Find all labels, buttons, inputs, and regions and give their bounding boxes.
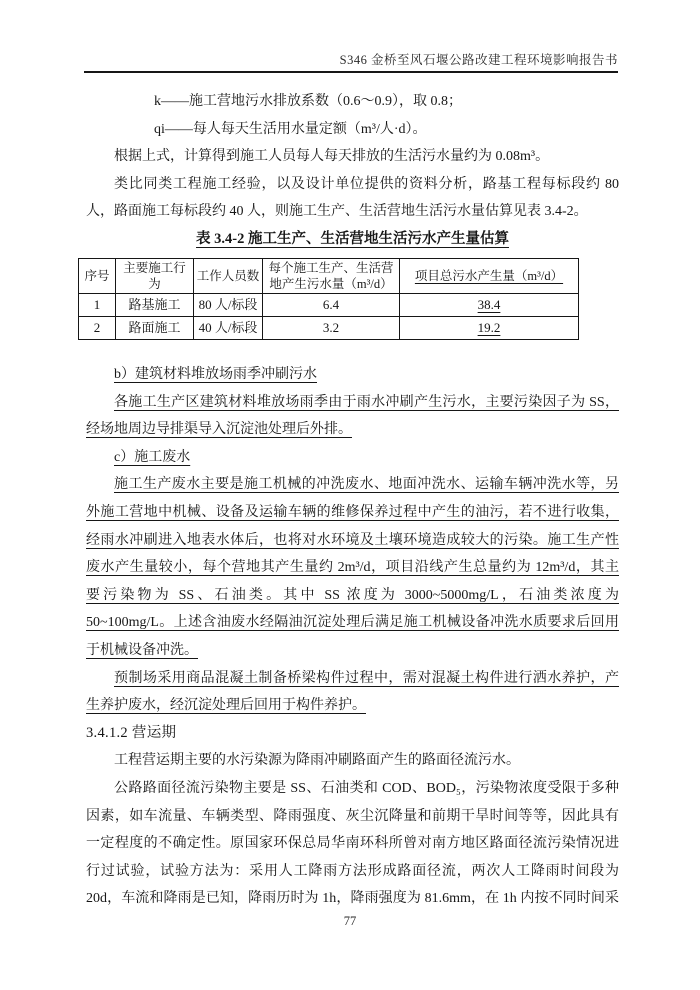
paragraph-c2-line-2: 生养护废水，经沉淀处理后回用于构件养护。 [86, 698, 366, 714]
section-operation-heading: 3.4.1.2 营运期 [86, 724, 177, 741]
document-body [86, 88, 619, 913]
paragraph-op1: 工程营运期主要的水污染源为降雨冲刷路面产生的路面径流污水。 [114, 753, 520, 769]
paragraph-analogy-line-1: 类比同类工程施工经验，以及设计单位提供的资料分析，路基工程每标段约 80 [114, 176, 619, 192]
paragraph-op2-line-1: 公路路面径流污染物主要是 SS、石油类和 COD、BOD₅，污染物浓度受限于多种 [114, 780, 619, 796]
table-header-total: 项目总污水产生量（m³/d） [400, 258, 579, 294]
paragraph-c1-line-4: 废水产生量较小，每个营地其产生量约 2m³/d，项目沿线产生总量约为 12m³/d，其主 [86, 560, 619, 576]
paragraph-c1-line-5: 要污染物为 SS、石油类。其中 SS 浓度为 3000~5000mg/L，石油类浓度为 [86, 587, 619, 603]
paragraph-c1-line-3: 经雨水冲刷进入地表水体后，也将对水环境及土壤环境造成较大的污染。施工生产性 [86, 532, 619, 548]
paragraph-analogy-line-2: 人，路面施工每标段约 40 人，则施工生产、生活营地生活污水量估算见表 3.4-2。 [86, 204, 588, 220]
table-header-activity: 主要施工行为 [116, 258, 194, 294]
table-cell-activity: 路面施工 [116, 317, 194, 340]
paragraph-b-line-1: 各施工生产区建筑材料堆放场雨季由于雨水冲刷产生污水，主要污染因子为 SS， [114, 394, 619, 410]
paragraph-b-line-2: 经场地周边导排渠导入沉淀池处理后外排。 [86, 422, 352, 438]
page-header [84, 50, 618, 73]
table-cell-per-camp: 3.2 [263, 317, 400, 340]
paragraph-c1-line-2: 外施工营地中机械、设备及运输车辆的维修保养过程中产生的油污，若不进行收集， [86, 505, 619, 521]
table-header-workers: 工作人员数 [194, 258, 263, 294]
table-cell-total [400, 294, 579, 317]
table-caption-text: 表 3.4-2 施工生产、生活营地生活污水产生量估算 [196, 230, 509, 247]
table-cell-workers: 40 人/标段 [194, 317, 263, 340]
report-title: S346 金桥至风石堰公路改建工程环境影响报告书 [84, 50, 618, 73]
table-cell-total [400, 317, 579, 340]
table-cell-activity: 路基施工 [116, 294, 194, 317]
page-number: 77 [343, 914, 357, 928]
paragraph-op2-line-4: 行过试验，试验方法为：采用人工降雨方法形成路面径流，两次人工降雨时间段为 [86, 863, 619, 879]
paragraph-c1-line-6: 50~100mg/L。上述含油废水经隔油沉淀处理后满足施工机械设备冲洗水质要求后回用 [86, 615, 619, 631]
formula-definition-qi: qi——每人每天生活用水量定额（m³/人·d）。 [154, 121, 427, 137]
section-c-heading: c）施工废水 [114, 449, 191, 465]
table-cell-workers: 80 人/标段 [194, 294, 263, 317]
paragraph-op2-line-5: 20d，车流和降雨是已知，降雨历时为 1h，降雨强度为 81.6mm，在 1h 内按不同时间采 [86, 891, 619, 907]
section-b-heading: b）建筑材料堆放场雨季冲刷污水 [114, 367, 317, 383]
table-cell-index: 1 [79, 294, 116, 317]
paragraph-op2-line-3: 一定程度的不确定性。原国家环保总局华南环科所曾对南方地区路面径流污染情况进 [86, 836, 619, 852]
table-row [79, 294, 579, 317]
table-row [79, 317, 579, 340]
paragraph-c2-line-1: 预制场采用商品混凝土制备桥梁构件过程中，需对混凝土构件进行洒水养护，产 [114, 670, 619, 686]
formula-definition-k: k——施工营地污水排放系数（0.6～0.9），取 0.8； [154, 94, 462, 109]
paragraph-result: 根据上式，计算得到施工人员每人每天排放的生活污水量约为 0.08m³。 [114, 149, 550, 165]
table-header-index: 序号 [79, 258, 116, 294]
table-header-per-camp: 每个施工生产、生活营地产生污水量（m³/d） [263, 258, 400, 294]
paragraph-c1-line-7: 于机械设备冲洗。 [86, 643, 198, 658]
table-caption [86, 226, 619, 254]
table-cell-total-value: 19.2 [477, 319, 501, 335]
table-header-row [79, 258, 579, 294]
table-cell-index: 2 [79, 317, 116, 340]
table-cell-total-value: 38.4 [477, 296, 501, 312]
paragraph-op2-line-2: 因素，如车流量、车辆类型、降雨强度、灰尘沉降量和前期干旱时间等等，因此具有 [86, 808, 619, 824]
paragraph-c1-line-1: 施工生产废水主要是施工机械的冲洗废水、地面冲洗水、运输车辆冲洗水等，另 [114, 477, 619, 493]
table-cell-per-camp: 6.4 [263, 294, 400, 317]
wastewater-estimate-table [78, 258, 579, 341]
